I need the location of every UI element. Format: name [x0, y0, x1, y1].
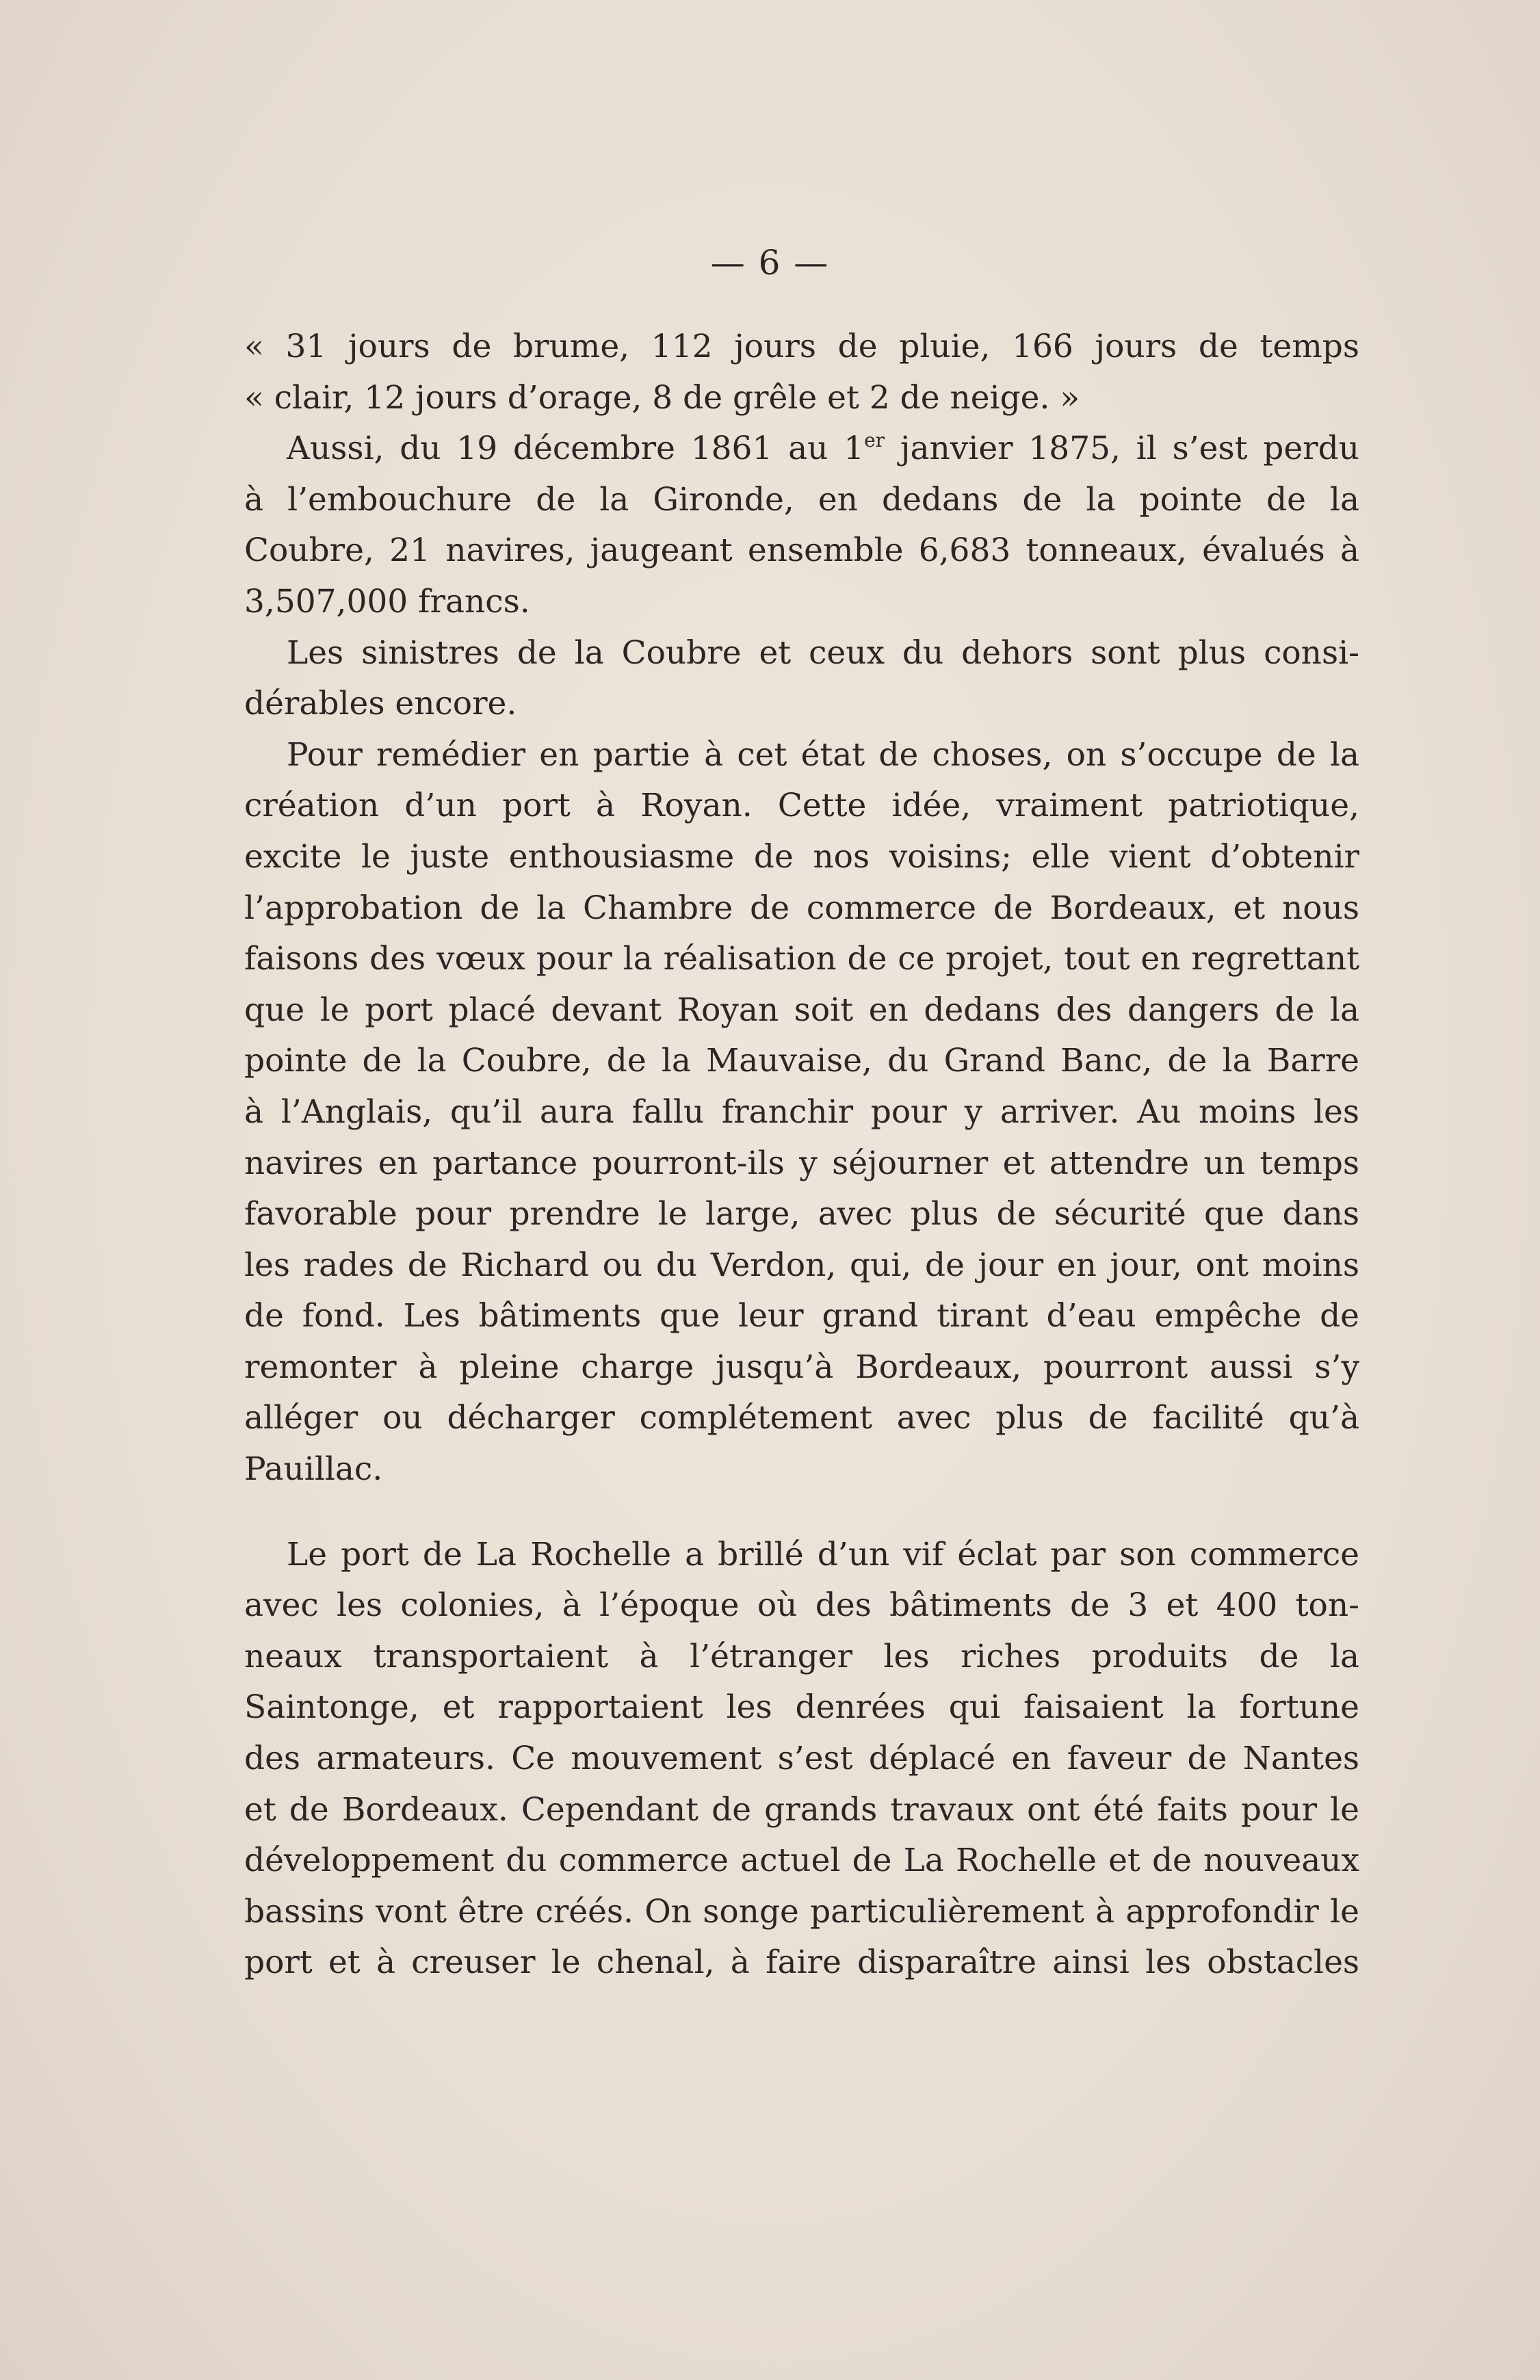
paragraph	[244, 1530, 1359, 1989]
text-line: « clair, 12 jours d’orage, 8 de grêle et 2 de neige. »	[244, 378, 1080, 417]
text-line: les rades de Richard ou du Verdon, qui, de jour en jour, ont moins	[244, 1246, 1359, 1284]
text-line: des armateurs. Ce mouvement s’est déplacé en faveur de Nantes	[244, 1740, 1359, 1778]
text-line: favorable pour prendre le large, avec plus de sécurité que dans	[244, 1195, 1359, 1233]
text-line: pointe de la Coubre, de la Mauvaise, du Grand Banc, de la Barre	[244, 1042, 1359, 1080]
paragraph	[244, 423, 1359, 627]
page-number: — 6 —	[710, 243, 830, 283]
text-line: et de Bordeaux. Cependant de grands travaux ont été faits pour le	[244, 1790, 1359, 1829]
text-line: 3,507,000 francs.	[244, 582, 530, 620]
text-line: à l’embouchure de la Gironde, en dedans de la pointe de la	[244, 480, 1359, 519]
text-line: Pauillac.	[244, 1450, 383, 1489]
paragraph	[244, 322, 1359, 423]
text-line: à l’Anglais, qu’il aura fallu franchir pour y arriver. Au moins les	[244, 1093, 1359, 1131]
body-text	[244, 322, 1359, 1989]
text-line: dérables encore.	[244, 685, 517, 723]
text-line: de fond. Les bâtiments que leur grand tirant d’eau empêche de	[244, 1297, 1359, 1335]
text-line: création d’un port à Royan. Cette idée, vraiment patriotique,	[244, 787, 1359, 825]
text-line: alléger ou décharger complétement avec plus de facilité qu’à	[244, 1399, 1359, 1437]
text-line: avec les colonies, à l’époque où des bâtiments de 3 et 400 ton-	[244, 1586, 1359, 1625]
text-line: navires en partance pourront-ils y séjourner et attendre un temps	[244, 1144, 1359, 1182]
text-line: développement du commerce actuel de La Rochelle et de nouveaux	[244, 1842, 1359, 1880]
text-line: que le port placé devant Royan soit en dedans des dangers de la	[244, 991, 1359, 1029]
paragraph	[244, 628, 1359, 730]
text-line: bassins vont être créés. On songe particulièrement à approfondir le	[244, 1892, 1359, 1931]
paragraph	[244, 730, 1359, 1495]
text-line: faisons des vœux pour la réalisation de ce projet, tout en regrettant	[244, 940, 1359, 978]
paragraph-gap	[244, 1495, 1359, 1530]
text-line: port et à creuser le chenal, à faire disparaître ainsi les obstacles	[244, 1944, 1359, 1982]
text-line: Les sinistres de la Coubre et ceux du dehors sont plus consi-	[287, 633, 1359, 672]
text-line: neaux transportaient à l’étranger les riches produits de la	[244, 1637, 1359, 1675]
text-line: Aussi, du 19 décembre 1861 au 1er janvier 1875, il s’est perdu	[287, 429, 1359, 468]
text-line: excite le juste enthousiasme de nos voisins; elle vient d’obtenir	[244, 837, 1359, 876]
text-line: Coubre, 21 navires, jaugeant ensemble 6,683 tonneaux, évalués à	[244, 532, 1359, 570]
text-line: remonter à pleine charge jusqu’à Bordeaux, pourront aussi s’y	[244, 1348, 1359, 1386]
text-line: l’approbation de la Chambre de commerce de Bordeaux, et nous	[244, 889, 1359, 927]
text-line: Saintonge, et rapportaient les denrées qui faisaient la fortune	[244, 1688, 1359, 1727]
text-line: « 31 jours de brume, 112 jours de pluie, 166 jours de temps	[244, 328, 1359, 365]
text-line: Le port de La Rochelle a brillé d’un vif éclat par son commerce	[287, 1535, 1359, 1573]
text-line: Pour remédier en partie à cet état de choses, on s’occupe de la	[287, 735, 1359, 774]
